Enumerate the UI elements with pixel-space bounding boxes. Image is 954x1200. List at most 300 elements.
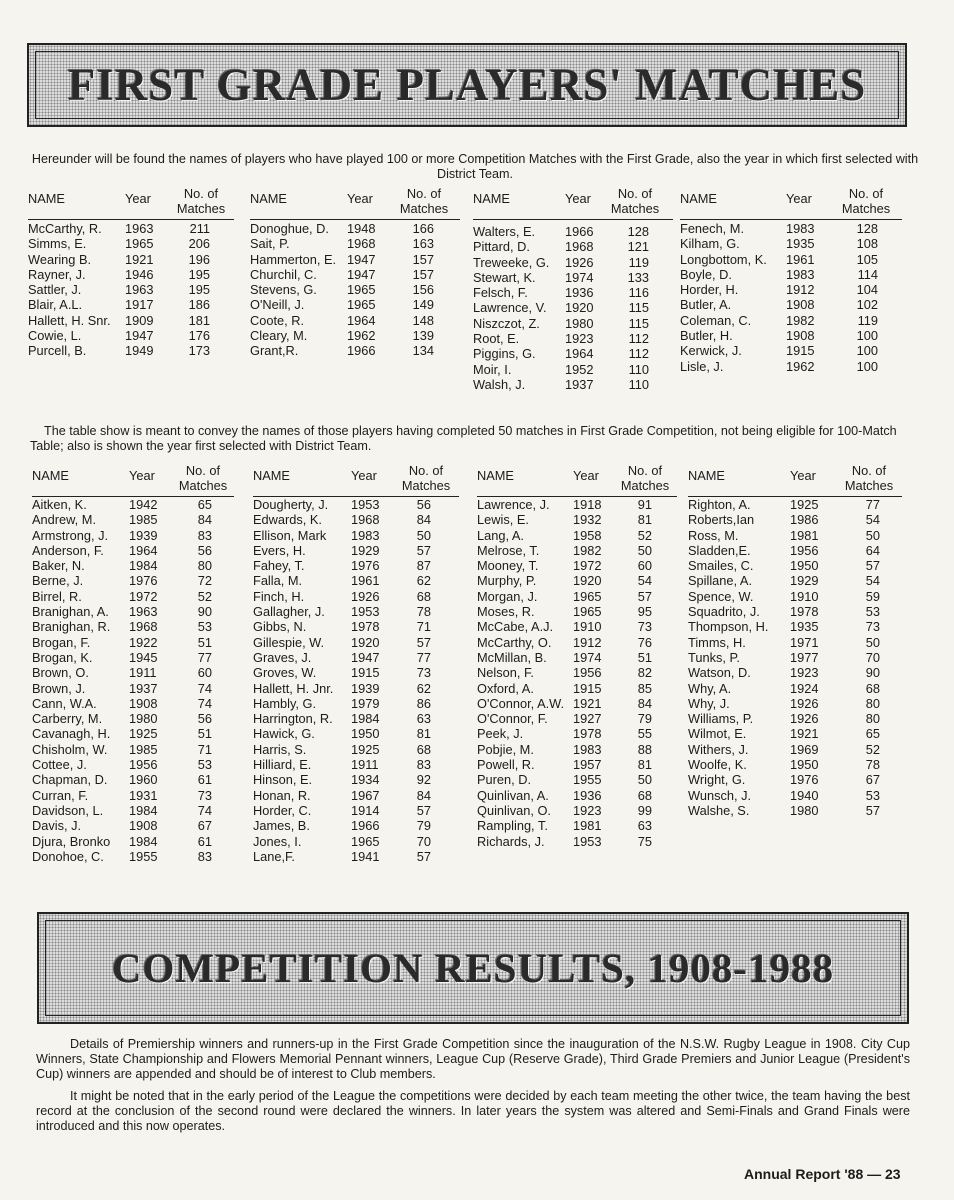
table-row bbox=[473, 316, 673, 331]
table-row bbox=[680, 359, 902, 374]
table-row bbox=[688, 543, 902, 558]
player-name: Mooney, T. bbox=[477, 558, 539, 574]
player-column bbox=[32, 463, 234, 864]
player-matches: 77 bbox=[865, 497, 880, 512]
table-row bbox=[32, 589, 234, 604]
player-matches: 50 bbox=[416, 527, 431, 543]
player-year: 1955 bbox=[573, 772, 602, 788]
player-matches: 75 bbox=[637, 833, 652, 849]
player-matches: 90 bbox=[865, 665, 880, 681]
player-name: Lawrence, V. bbox=[473, 300, 547, 316]
section-banner bbox=[37, 912, 909, 1024]
player-matches: 148 bbox=[412, 312, 434, 328]
column-header bbox=[473, 186, 673, 220]
player-matches: 86 bbox=[416, 695, 431, 711]
player-matches: 71 bbox=[197, 741, 212, 757]
table-row bbox=[477, 512, 677, 527]
player-year: 1947 bbox=[347, 266, 376, 282]
player-name: O'Neill, J. bbox=[250, 297, 305, 313]
player-name: Lawrence, J. bbox=[477, 497, 550, 512]
player-year: 1958 bbox=[573, 527, 602, 543]
table-row bbox=[477, 726, 677, 741]
player-name: Woolfe, K. bbox=[688, 757, 747, 773]
player-year: 1974 bbox=[565, 269, 594, 285]
player-year: 1961 bbox=[351, 573, 380, 589]
player-name: Lewis, E. bbox=[477, 512, 529, 528]
player-matches: 108 bbox=[856, 236, 878, 252]
table-row bbox=[688, 497, 902, 512]
player-matches: 62 bbox=[416, 573, 431, 589]
player-year: 1934 bbox=[351, 772, 380, 788]
player-matches: 57 bbox=[416, 848, 431, 864]
player-matches: 90 bbox=[197, 604, 212, 620]
table-row bbox=[477, 757, 677, 772]
player-name: Wunsch, J. bbox=[688, 787, 752, 803]
player-matches: 110 bbox=[628, 376, 649, 392]
player-column bbox=[680, 186, 902, 374]
player-name: Evers, H. bbox=[253, 542, 306, 558]
table-row bbox=[253, 650, 459, 665]
header-rule bbox=[473, 219, 673, 220]
player-year: 1949 bbox=[125, 343, 154, 359]
player-name: Churchil, C. bbox=[250, 266, 317, 282]
player-column bbox=[250, 186, 460, 359]
player-year: 1923 bbox=[573, 802, 602, 818]
player-matches: 63 bbox=[637, 818, 652, 834]
header-rule bbox=[250, 219, 460, 220]
table-row bbox=[688, 512, 902, 527]
header-matches: No. of Matches bbox=[610, 186, 660, 216]
table-row bbox=[688, 635, 902, 650]
player-year: 1925 bbox=[790, 497, 819, 512]
player-year: 1915 bbox=[351, 665, 380, 681]
player-matches: 50 bbox=[637, 772, 652, 788]
table-row bbox=[253, 711, 459, 726]
table-row bbox=[253, 497, 459, 512]
player-matches: 68 bbox=[637, 787, 652, 803]
player-year: 1950 bbox=[790, 757, 819, 773]
player-matches: 61 bbox=[197, 833, 212, 849]
player-name: Birrel, R. bbox=[32, 588, 82, 604]
player-year: 1982 bbox=[786, 312, 815, 328]
table-row bbox=[28, 297, 234, 312]
player-year: 1979 bbox=[351, 695, 380, 711]
player-matches: 114 bbox=[857, 266, 878, 282]
player-name: Nelson, F. bbox=[477, 665, 534, 681]
player-name: Honan, R. bbox=[253, 787, 311, 803]
player-name: Lang, A. bbox=[477, 527, 524, 543]
table-row bbox=[688, 665, 902, 680]
player-name: Cowie, L. bbox=[28, 328, 82, 344]
player-matches: 73 bbox=[416, 665, 431, 681]
player-matches: 83 bbox=[197, 527, 212, 543]
table-row bbox=[688, 757, 902, 772]
table-row bbox=[473, 377, 673, 392]
table-row bbox=[688, 726, 902, 741]
player-matches: 95 bbox=[637, 604, 652, 620]
player-name: Root, E. bbox=[473, 331, 520, 347]
player-year: 1972 bbox=[573, 558, 602, 574]
player-matches: 166 bbox=[412, 221, 434, 236]
player-year: 1984 bbox=[351, 711, 380, 727]
player-matches: 112 bbox=[628, 346, 649, 362]
player-matches: 70 bbox=[865, 649, 880, 665]
header-year: Year bbox=[573, 468, 599, 483]
player-name: Piggins, G. bbox=[473, 346, 536, 362]
player-matches: 102 bbox=[856, 297, 878, 313]
player-year: 1985 bbox=[129, 512, 158, 528]
player-name: Harris, S. bbox=[253, 741, 307, 757]
table-row bbox=[32, 818, 234, 833]
header-name: NAME bbox=[477, 468, 514, 483]
player-name: Armstrong, J. bbox=[32, 527, 109, 543]
player-name: Butler, H. bbox=[680, 328, 733, 344]
player-matches: 68 bbox=[416, 588, 431, 604]
table-row bbox=[32, 834, 234, 849]
table-row bbox=[680, 343, 902, 358]
page-title: FIRST GRADE PLAYERS' MATCHES bbox=[67, 60, 867, 110]
table-row bbox=[250, 343, 460, 358]
player-year: 1926 bbox=[565, 254, 594, 270]
table-row bbox=[688, 772, 902, 787]
player-year: 1950 bbox=[351, 726, 380, 742]
table-row bbox=[250, 282, 460, 297]
player-name: Richards, J. bbox=[477, 833, 545, 849]
table-row bbox=[473, 362, 673, 377]
player-matches: 157 bbox=[412, 266, 434, 282]
player-name: Quinlivan, O. bbox=[477, 802, 551, 818]
player-matches: 104 bbox=[856, 282, 878, 298]
player-name: Cottee, J. bbox=[32, 757, 87, 773]
player-name: Wright, G. bbox=[688, 772, 746, 788]
table-row bbox=[32, 849, 234, 864]
player-name: Branighan, R. bbox=[32, 619, 111, 635]
table-row bbox=[473, 224, 673, 239]
player-year: 1966 bbox=[565, 224, 594, 239]
player-matches: 51 bbox=[637, 649, 652, 665]
player-year: 1965 bbox=[351, 833, 380, 849]
player-name: Hallett, H. Jnr. bbox=[253, 680, 334, 696]
player-year: 1963 bbox=[129, 604, 158, 620]
player-name: McCabe, A.J. bbox=[477, 619, 554, 635]
player-year: 1966 bbox=[351, 818, 380, 834]
player-matches: 67 bbox=[865, 772, 880, 788]
table-row bbox=[253, 757, 459, 772]
player-matches: 139 bbox=[412, 328, 434, 344]
table-row bbox=[32, 742, 234, 757]
player-year: 1981 bbox=[790, 527, 819, 543]
player-name: Hambly, G. bbox=[253, 695, 317, 711]
player-name: Stewart, K. bbox=[473, 269, 536, 285]
player-matches: 63 bbox=[416, 711, 431, 727]
player-matches: 59 bbox=[865, 588, 880, 604]
player-name: Blair, A.L. bbox=[28, 297, 83, 313]
table-row bbox=[253, 772, 459, 787]
table-row bbox=[28, 221, 234, 236]
player-matches: 62 bbox=[416, 680, 431, 696]
player-year: 1947 bbox=[347, 251, 376, 267]
player-name: Walsh, J. bbox=[473, 376, 526, 392]
player-matches: 195 bbox=[188, 282, 210, 298]
table-row bbox=[688, 681, 902, 696]
player-year: 1947 bbox=[125, 328, 154, 344]
player-name: Harrington, R. bbox=[253, 711, 333, 727]
player-name: Watson, D. bbox=[688, 665, 751, 681]
player-matches: 80 bbox=[865, 711, 880, 727]
player-name: Hawick, G. bbox=[253, 726, 315, 742]
player-year: 1965 bbox=[347, 297, 376, 313]
player-year: 1925 bbox=[129, 726, 158, 742]
player-year: 1914 bbox=[351, 802, 380, 818]
player-matches: 163 bbox=[412, 236, 434, 252]
player-year: 1969 bbox=[790, 741, 819, 757]
player-name: Edwards, K. bbox=[253, 512, 322, 528]
player-matches: 181 bbox=[188, 312, 210, 328]
table-row bbox=[688, 742, 902, 757]
player-year: 1918 bbox=[573, 497, 602, 512]
player-year: 1927 bbox=[573, 711, 602, 727]
table-row bbox=[477, 834, 677, 849]
player-matches: 149 bbox=[412, 297, 434, 313]
table-row bbox=[688, 573, 902, 588]
player-matches: 64 bbox=[865, 542, 880, 558]
player-name: Brown, O. bbox=[32, 665, 89, 681]
player-year: 1956 bbox=[129, 757, 158, 773]
table-row bbox=[477, 589, 677, 604]
title-banner-frame bbox=[35, 51, 899, 119]
player-matches: 156 bbox=[412, 282, 434, 298]
header-matches: No. of Matches bbox=[176, 186, 226, 216]
player-name: Kerwick, J. bbox=[680, 343, 742, 359]
player-year: 1981 bbox=[573, 818, 602, 834]
header-year: Year bbox=[790, 468, 816, 483]
player-matches: 57 bbox=[416, 542, 431, 558]
player-year: 1940 bbox=[790, 787, 819, 803]
player-matches: 52 bbox=[865, 741, 880, 757]
player-name: McMillan, B. bbox=[477, 649, 547, 665]
player-year: 1926 bbox=[790, 695, 819, 711]
table-row bbox=[688, 604, 902, 619]
player-matches: 81 bbox=[637, 757, 652, 773]
player-year: 1946 bbox=[125, 266, 154, 282]
player-name: Davis, J. bbox=[32, 818, 82, 834]
player-year: 1982 bbox=[573, 542, 602, 558]
player-matches: 54 bbox=[865, 573, 880, 589]
player-matches: 56 bbox=[197, 542, 212, 558]
table-row bbox=[28, 236, 234, 251]
player-year: 1980 bbox=[565, 315, 594, 331]
table-row bbox=[680, 252, 902, 267]
column-header bbox=[32, 463, 234, 497]
player-matches: 53 bbox=[865, 787, 880, 803]
player-year: 1921 bbox=[790, 726, 819, 742]
player-matches: 116 bbox=[628, 285, 649, 301]
player-matches: 85 bbox=[637, 680, 652, 696]
table-row bbox=[32, 604, 234, 619]
player-year: 1923 bbox=[565, 331, 594, 347]
header-matches: No. of Matches bbox=[620, 463, 670, 493]
player-matches: 57 bbox=[865, 558, 880, 574]
player-matches: 211 bbox=[189, 221, 210, 236]
player-year: 1939 bbox=[351, 680, 380, 696]
player-matches: 50 bbox=[865, 527, 880, 543]
player-year: 1972 bbox=[129, 588, 158, 604]
player-matches: 115 bbox=[628, 315, 649, 331]
player-matches: 81 bbox=[416, 726, 431, 742]
player-column bbox=[477, 463, 677, 849]
player-name: Gallagher, J. bbox=[253, 604, 325, 620]
header-rule bbox=[28, 219, 234, 220]
player-year: 1908 bbox=[129, 818, 158, 834]
player-matches: 53 bbox=[197, 619, 212, 635]
player-name: Curran, F. bbox=[32, 787, 89, 803]
player-name: Gibbs, N. bbox=[253, 619, 307, 635]
player-name: Moses, R. bbox=[477, 604, 535, 620]
table-row bbox=[688, 589, 902, 604]
table-row bbox=[688, 803, 902, 818]
table-row bbox=[32, 711, 234, 726]
player-name: Fenech, M. bbox=[680, 221, 745, 236]
table-row bbox=[28, 343, 234, 358]
player-year: 1986 bbox=[790, 512, 819, 528]
player-column bbox=[473, 186, 673, 392]
player-year: 1947 bbox=[351, 649, 380, 665]
player-year: 1923 bbox=[790, 665, 819, 681]
table-row bbox=[253, 818, 459, 833]
player-name: Treweeke, G. bbox=[473, 254, 550, 270]
table-row bbox=[253, 834, 459, 849]
table-row bbox=[477, 635, 677, 650]
player-year: 1963 bbox=[125, 221, 154, 236]
header-year: Year bbox=[565, 191, 591, 206]
player-matches: 110 bbox=[628, 361, 649, 377]
table-row bbox=[250, 313, 460, 328]
player-matches: 65 bbox=[197, 497, 212, 512]
player-year: 1910 bbox=[790, 588, 819, 604]
player-name: Lane,F. bbox=[253, 848, 295, 864]
player-name: Morgan, J. bbox=[477, 588, 538, 604]
table-row bbox=[477, 650, 677, 665]
player-name: Rampling, T. bbox=[477, 818, 548, 834]
player-name: O'Connor, F. bbox=[477, 711, 548, 727]
table-row bbox=[477, 696, 677, 711]
table-row bbox=[32, 619, 234, 634]
table-row bbox=[28, 282, 234, 297]
player-name: Gillespie, W. bbox=[253, 634, 325, 650]
player-matches: 57 bbox=[865, 802, 880, 818]
player-year: 1950 bbox=[790, 558, 819, 574]
player-matches: 78 bbox=[865, 757, 880, 773]
player-matches: 56 bbox=[416, 497, 431, 512]
table-row bbox=[477, 665, 677, 680]
player-matches: 83 bbox=[197, 848, 212, 864]
header-name: NAME bbox=[473, 191, 510, 206]
player-year: 1915 bbox=[786, 343, 815, 359]
player-name: Ellison, Mark bbox=[253, 527, 327, 543]
paragraph-premiership: Details of Premiership winners and runners-up in the First Grade Competition since the inauguration of the N.S.W. Rugby League in 1908. City Cup Winners, State Championship and Flowers Memorial Pennant winners, League Cup (Reserve Grade), Third Grade Premiers and Junior League (President's Cup) winners are appended and should be of interest to Club members. bbox=[36, 1037, 910, 1081]
table-row bbox=[32, 803, 234, 818]
player-year: 1956 bbox=[573, 665, 602, 681]
table-row bbox=[680, 221, 902, 236]
player-name: Brogan, K. bbox=[32, 649, 93, 665]
player-name: Wilmot, E. bbox=[688, 726, 747, 742]
player-name: Squadrito, J. bbox=[688, 604, 760, 620]
player-year: 1980 bbox=[790, 802, 819, 818]
header-name: NAME bbox=[32, 468, 69, 483]
player-name: Niszczot, Z. bbox=[473, 315, 540, 331]
table-row bbox=[680, 282, 902, 297]
table-row bbox=[477, 528, 677, 543]
table-row bbox=[477, 818, 677, 833]
player-year: 1978 bbox=[573, 726, 602, 742]
player-year: 1965 bbox=[347, 282, 376, 298]
header-year: Year bbox=[125, 191, 151, 206]
player-column bbox=[688, 463, 902, 818]
table-row bbox=[688, 696, 902, 711]
player-name: Ross, M. bbox=[688, 527, 739, 543]
table-row bbox=[28, 252, 234, 267]
player-name: Djura, Bronko bbox=[32, 833, 111, 849]
table-row bbox=[477, 772, 677, 787]
table-row bbox=[250, 267, 460, 282]
player-matches: 51 bbox=[197, 726, 212, 742]
player-name: Moir, I. bbox=[473, 361, 512, 377]
player-matches: 82 bbox=[637, 665, 652, 681]
table-row bbox=[253, 788, 459, 803]
player-year: 1965 bbox=[573, 604, 602, 620]
player-matches: 74 bbox=[197, 680, 212, 696]
player-year: 1915 bbox=[573, 680, 602, 696]
player-name: Felsch, F. bbox=[473, 285, 528, 301]
header-name: NAME bbox=[250, 191, 287, 206]
player-name: O'Connor, A.W. bbox=[477, 695, 565, 711]
player-matches: 121 bbox=[627, 239, 649, 255]
player-year: 1953 bbox=[351, 604, 380, 620]
player-matches: 68 bbox=[416, 741, 431, 757]
player-matches: 91 bbox=[637, 497, 652, 512]
player-name: Lisle, J. bbox=[680, 358, 724, 374]
player-year: 1968 bbox=[565, 239, 594, 255]
table-row bbox=[477, 558, 677, 573]
player-matches: 56 bbox=[197, 711, 212, 727]
player-name: Simms, E. bbox=[28, 236, 87, 252]
player-name: McCarthy, R. bbox=[28, 221, 102, 236]
table-row bbox=[32, 528, 234, 543]
player-year: 1921 bbox=[125, 251, 154, 267]
player-name: Timms, H. bbox=[688, 634, 746, 650]
player-column bbox=[253, 463, 459, 864]
player-year: 1929 bbox=[351, 542, 380, 558]
player-matches: 65 bbox=[865, 726, 880, 742]
player-year: 1955 bbox=[129, 848, 158, 864]
column-header bbox=[250, 186, 460, 220]
column-header bbox=[688, 463, 902, 497]
player-year: 1971 bbox=[790, 634, 819, 650]
player-year: 1984 bbox=[129, 802, 158, 818]
player-name: Kilham, G. bbox=[680, 236, 740, 252]
player-matches: 100 bbox=[856, 358, 878, 374]
player-name: Horder, H. bbox=[680, 282, 739, 298]
player-matches: 72 bbox=[197, 573, 212, 589]
table-row bbox=[473, 270, 673, 285]
player-year: 1939 bbox=[129, 527, 158, 543]
table-row bbox=[680, 236, 902, 251]
player-matches: 73 bbox=[197, 787, 212, 803]
player-name: Cann, W.A. bbox=[32, 695, 97, 711]
player-year: 1920 bbox=[565, 300, 594, 316]
table-row bbox=[253, 558, 459, 573]
player-name: Chisholm, W. bbox=[32, 741, 108, 757]
